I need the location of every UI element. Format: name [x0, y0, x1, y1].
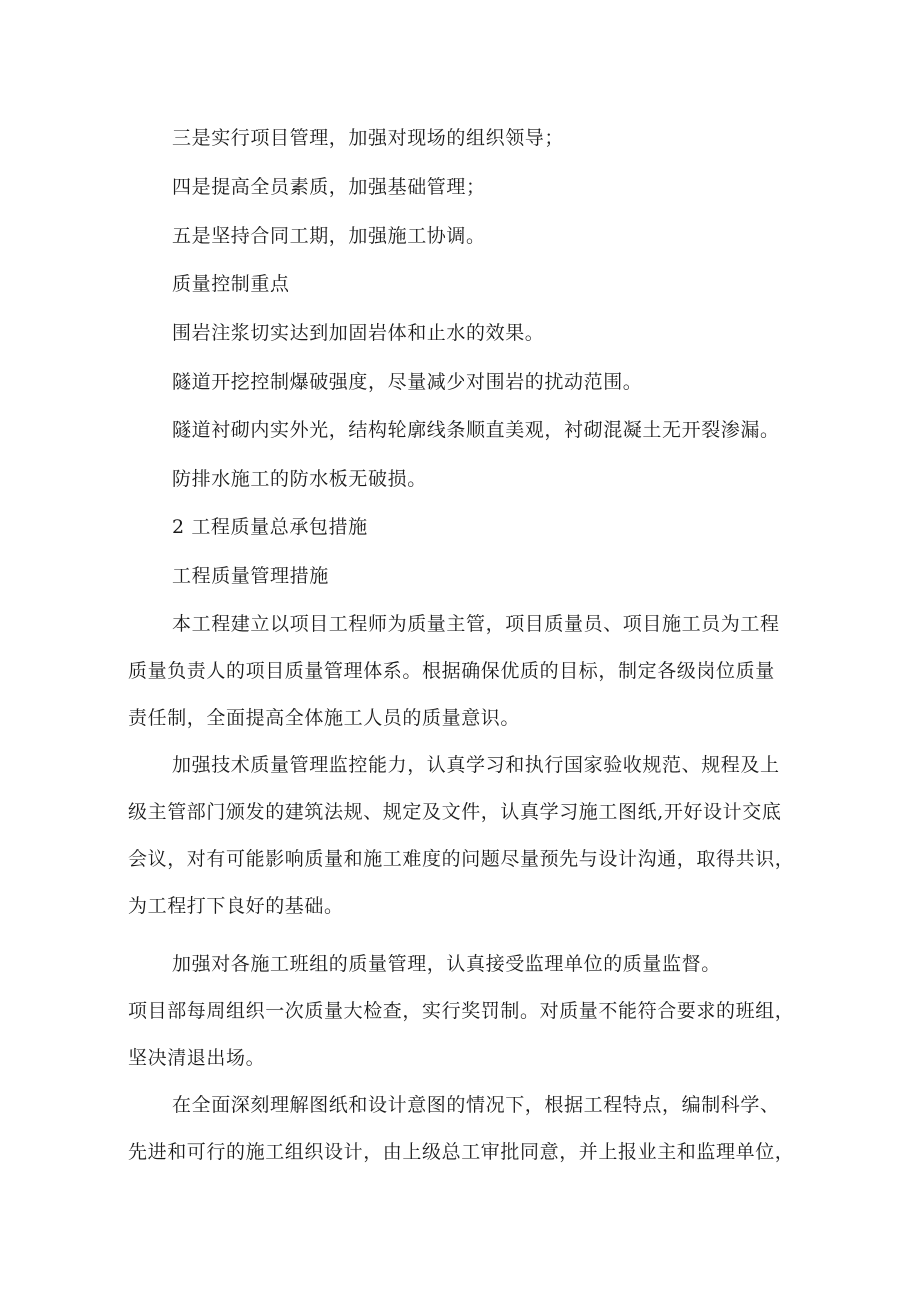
paragraph-line: 为工程打下良好的基础。 — [128, 895, 344, 917]
text-line: 三是实行项目管理，加强对现场的组织领导； — [172, 127, 565, 149]
paragraph-line: 本工程建立以项目工程师为质量主管，项目质量员、项目施工员为工程 — [172, 613, 780, 635]
paragraph-line: 级主管部门颁发的建筑法规、规定及文件，认真学习施工图纸,开好设计交底 — [128, 801, 782, 823]
section-heading: 质量控制重点 — [172, 273, 290, 295]
paragraph-line: 先进和可行的施工组织设计，由上级总工审批同意，并上报业主和监理单位， — [128, 1141, 795, 1163]
paragraph-line: 在全面深刻理解图纸和设计意图的情况下，根据工程特点，编制科学、 — [172, 1094, 780, 1116]
paragraph-line: 加强技术质量管理监控能力，认真学习和执行国家验收规范、规程及上 — [172, 754, 780, 776]
paragraph-line: 加强对各施工班组的质量管理，认真接受监理单位的质量监督。 — [172, 953, 721, 975]
paragraph-line: 项目部每周组织一次质量大检查，实行奖罚制。对质量不能符合要求的班组， — [128, 1000, 795, 1022]
section-heading: 2 工程质量总承包措施 — [172, 516, 368, 538]
paragraph-line: 质量负责人的项目质量管理体系。根据确保优质的目标，制定各级岗位质量 — [128, 660, 775, 682]
paragraph-line: 会议，对有可能影响质量和施工难度的问题尽量预先与设计沟通，取得共识， — [128, 848, 795, 870]
text-line: 四是提高全员素质，加强基础管理； — [172, 176, 486, 198]
section-heading: 工程质量管理措施 — [172, 565, 329, 587]
paragraph-line: 责任制，全面提高全体施工人员的质量意识。 — [128, 707, 521, 729]
text-line: 隧道开挖控制爆破强度，尽量减少对围岩的扰动范围。 — [172, 371, 643, 393]
paragraph-line: 坚决清退出场。 — [128, 1047, 266, 1069]
text-line: 防排水施工的防水板无破损。 — [172, 468, 427, 490]
text-line: 隧道衬砌内实外光，结构轮廓线条顺直美观，衬砌混凝土无开裂渗漏。 — [172, 419, 780, 441]
text-line: 围岩注浆切实达到加固岩体和止水的效果。 — [172, 322, 545, 344]
text-line: 五是坚持合同工期，加强施工协调。 — [172, 225, 486, 247]
